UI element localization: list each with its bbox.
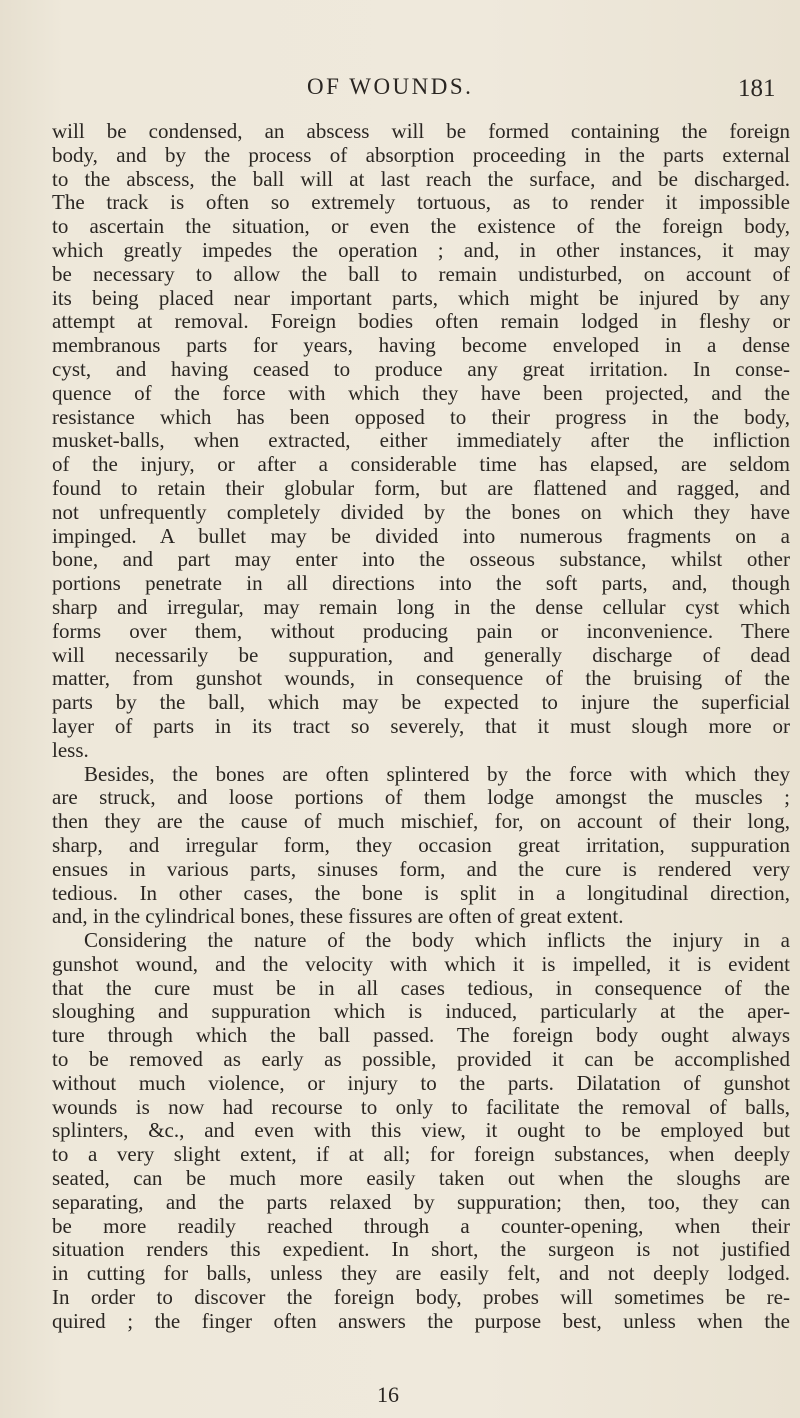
text-line: separating, and the parts relaxed by suppuration; then, too, they can <box>52 1189 790 1214</box>
text-line: splinters, &c., and even with this view, it ought to be employed but <box>52 1118 790 1143</box>
text-line: are struck, and loose portions of them lodge amongst the muscles ; <box>52 785 790 810</box>
text-line: be necessary to allow the ball to remain undisturbed, on account of <box>52 261 790 286</box>
text-line: ture through which the ball passed. The foreign body ought always <box>52 1023 790 1048</box>
body-text <box>52 120 790 1334</box>
running-head <box>0 74 800 104</box>
text-line: membranous parts for years, having become enveloped in a dense <box>52 333 790 358</box>
text-line: to ascertain the situation, or even the existence of the foreign body, <box>52 214 790 239</box>
text-line: sharp and irregular, may remain long in the dense cellular cyst which <box>52 594 790 619</box>
signature-mark-text: 16 <box>377 1382 399 1407</box>
text-line: and, in the cylindrical bones, these fissures are often of great extent. <box>52 904 624 929</box>
text-line: resistance which has been opposed to their progress in the body, <box>52 404 790 429</box>
text-line: quence of the force with which they have been projected, and the <box>52 380 790 405</box>
text-line: then they are the cause of much mischief, for, on account of their long, <box>52 809 790 834</box>
text-line: attempt at removal. Foreign bodies often remain lodged in fleshy or <box>52 309 790 334</box>
text-line: will necessarily be suppuration, and generally discharge of dead <box>52 642 790 667</box>
text-line: its being placed near important parts, which might be injured by any <box>52 285 790 310</box>
text-line: sloughing and suppuration which is induced, particularly at the aper- <box>52 999 790 1024</box>
text-line: situation renders this expedient. In short, the surgeon is not justified <box>52 1237 790 1262</box>
text-line: Besides, the bones are often splintered by the force with which they <box>84 761 790 786</box>
text-line: to a very slight extent, if at all; for foreign substances, when deeply <box>52 1142 790 1167</box>
text-line: In order to discover the foreign body, probes will sometimes be re- <box>52 1285 790 1310</box>
text-line: less. <box>52 737 89 762</box>
text-line: of the injury, or after a considerable time has elapsed, are seldom <box>52 452 790 477</box>
text-line: musket-balls, when extracted, either immediately after the infliction <box>52 428 790 453</box>
text-line: in cutting for balls, unless they are easily felt, and not deeply lodged. <box>52 1261 790 1286</box>
text-line: to be removed as early as possible, provided it can be accomplished <box>52 1047 790 1072</box>
text-line: parts by the ball, which may be expected to injure the superficial <box>52 690 790 715</box>
page-number: 181 <box>738 75 776 102</box>
text-line: ensues in various parts, sinuses form, and the cure is rendered very <box>52 856 790 881</box>
text-line: found to retain their globular form, but are flattened and ragged, and <box>52 475 790 500</box>
text-line: sharp, and irregular form, they occasion great irritation, suppuration <box>52 832 790 857</box>
text-line: forms over them, without producing pain or inconvenience. There <box>52 618 790 643</box>
text-line: impinged. A bullet may be divided into numerous fragments on a <box>52 523 790 548</box>
text-line: body, and by the process of absorption proceeding in the parts external <box>52 142 790 167</box>
text-line: cyst, and having ceased to produce any great irritation. In conse- <box>52 356 790 381</box>
running-title: OF WOUNDS. <box>307 74 474 99</box>
text-line: bone, and part may enter into the osseous substance, whilst other <box>52 547 790 572</box>
signature-mark <box>0 1382 800 1408</box>
text-line: not unfrequently completely divided by the bones on which they have <box>52 499 790 524</box>
text-line: layer of parts in its tract so severely, that it must slough more or <box>52 713 790 738</box>
text-line: portions penetrate in all directions into the soft parts, and, though <box>52 571 790 596</box>
text-line: will be condensed, an abscess will be formed containing the foreign <box>52 119 790 143</box>
text-line: that the cure must be in all cases tedious, in consequence of the <box>52 975 790 1000</box>
text-line: without much violence, or injury to the parts. Dilatation of gunshot <box>52 1070 790 1095</box>
text-line: seated, can be much more easily taken out when the sloughs are <box>52 1166 790 1191</box>
text-line: quired ; the finger often answers the purpose best, unless when the <box>52 1308 790 1333</box>
text-line: Considering the nature of the body which inflicts the injury in a <box>84 928 790 953</box>
text-line: The track is often so extremely tortuous, as to render it impossible <box>52 190 790 215</box>
text-line: tedious. In other cases, the bone is split in a longitudinal direction, <box>52 880 790 905</box>
text-line: wounds is now had recourse to only to facilitate the removal of balls, <box>52 1094 790 1119</box>
text-line: to the abscess, the ball will at last reach the surface, and be discharged. <box>52 166 790 191</box>
text-line: matter, from gunshot wounds, in consequence of the bruising of the <box>52 666 790 691</box>
text-line: which greatly impedes the operation ; and, in other instances, it may <box>52 237 790 262</box>
text-line: be more readily reached through a counter-opening, when their <box>52 1213 790 1238</box>
text-line: gunshot wound, and the velocity with which it is impelled, it is evident <box>52 951 790 976</box>
